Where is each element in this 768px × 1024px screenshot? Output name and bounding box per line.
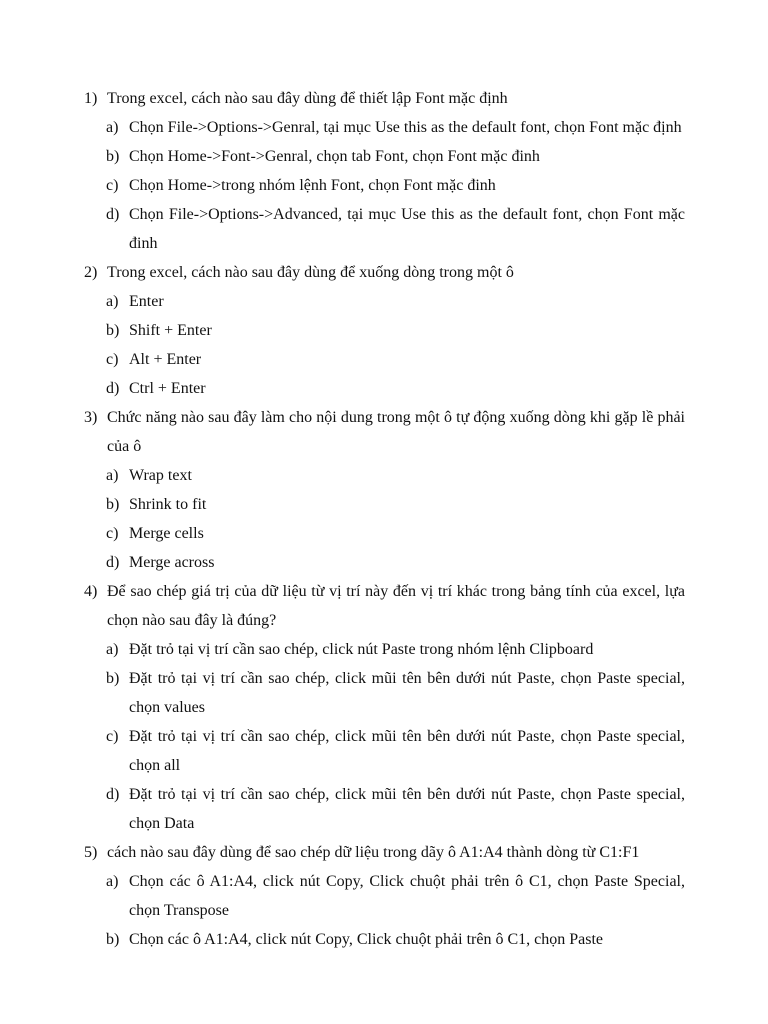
option-text: Enter [129,293,164,310]
option-1d [0,200,768,258]
option-text: Đặt trỏ tại vị trí cần sao chép, click nút Paste trong nhóm lệnh Clipboard [129,641,594,658]
question-text: Để sao chép giá trị của dữ liệu từ vị trí này đến vị trí khác trong bảng tính của excel, lựa chọn nào sau đây là đúng? [107,583,685,629]
option-label: d) [106,554,120,571]
option-text: Chọn File->Options->Genral, tại mục Use this as the default font, chọn Font mặc định [129,119,682,136]
option-5b [0,925,768,954]
option-text: Chọn các ô A1:A4, click nút Copy, Click chuột phải trên ô C1, chọn Paste [129,931,603,948]
option-3d [0,548,768,577]
option-text: Chọn các ô A1:A4, click nút Copy, Click chuột phải trên ô C1, chọn Paste Special, chọn Transpose [129,873,685,919]
question-4 [0,577,768,635]
option-text: Đặt trỏ tại vị trí cần sao chép, click mũi tên bên dưới nút Paste, chọn Paste special, chọn all [129,728,685,774]
option-label: a) [106,119,119,136]
option-2b [0,316,768,345]
option-2d [0,374,768,403]
option-text: Chọn Home->Font->Genral, chọn tab Font, chọn Font mặc đinh [129,148,540,165]
option-label: b) [106,322,120,339]
option-text: Đặt trỏ tại vị trí cần sao chép, click mũi tên bên dưới nút Paste, chọn Paste special, chọn values [129,670,685,716]
question-number: 1) [84,90,98,107]
question-number: 2) [84,264,98,281]
option-label: a) [106,641,119,658]
document-page [0,84,768,954]
option-2c [0,345,768,374]
option-label: c) [106,351,119,368]
question-text: cách nào sau đây dùng để sao chép dữ liệu trong dãy ô A1:A4 thành dòng từ C1:F1 [107,844,640,861]
option-label: b) [106,148,120,165]
option-label: a) [106,293,119,310]
option-3b [0,490,768,519]
option-3c [0,519,768,548]
question-5 [0,838,768,867]
option-text: Shrink to fit [129,496,207,513]
option-1b [0,142,768,171]
option-4c [0,722,768,780]
option-1a [0,113,768,142]
option-4b [0,664,768,722]
option-text: Merge across [129,554,215,571]
option-text: Chọn Home->trong nhóm lệnh Font, chọn Font mặc đinh [129,177,496,194]
question-text: Chức năng nào sau đây làm cho nội dung trong một ô tự động xuống dòng khi gặp lề phải của ô [107,409,685,455]
question-text: Trong excel, cách nào sau đây dùng để thiết lập Font mặc định [107,90,508,107]
option-1c [0,171,768,200]
option-label: c) [106,525,119,542]
question-1 [0,84,768,113]
question-number: 3) [84,409,98,426]
option-label: b) [106,931,120,948]
option-label: d) [106,380,120,397]
option-label: c) [106,728,119,745]
question-number: 4) [84,583,98,600]
option-label: b) [106,670,120,687]
option-3a [0,461,768,490]
question-2 [0,258,768,287]
option-label: a) [106,467,119,484]
option-text: Alt + Enter [129,351,202,368]
option-4a [0,635,768,664]
question-number: 5) [84,844,98,861]
option-text: Ctrl + Enter [129,380,206,397]
option-5a [0,867,768,925]
option-label: c) [106,177,119,194]
option-label: a) [106,873,119,890]
option-text: Đặt trỏ tại vị trí cần sao chép, click mũi tên bên dưới nút Paste, chọn Paste special, chọn Data [129,786,685,832]
option-text: Chọn File->Options->Advanced, tại mục Use this as the default font, chọn Font mặc đinh [129,206,685,252]
option-label: d) [106,206,120,223]
question-3 [0,403,768,461]
option-4d [0,780,768,838]
option-2a [0,287,768,316]
question-text: Trong excel, cách nào sau đây dùng để xuống dòng trong một ô [107,264,514,281]
option-text: Wrap text [129,467,192,484]
option-text: Merge cells [129,525,204,542]
option-label: b) [106,496,120,513]
option-label: d) [106,786,120,803]
option-text: Shift + Enter [129,322,212,339]
